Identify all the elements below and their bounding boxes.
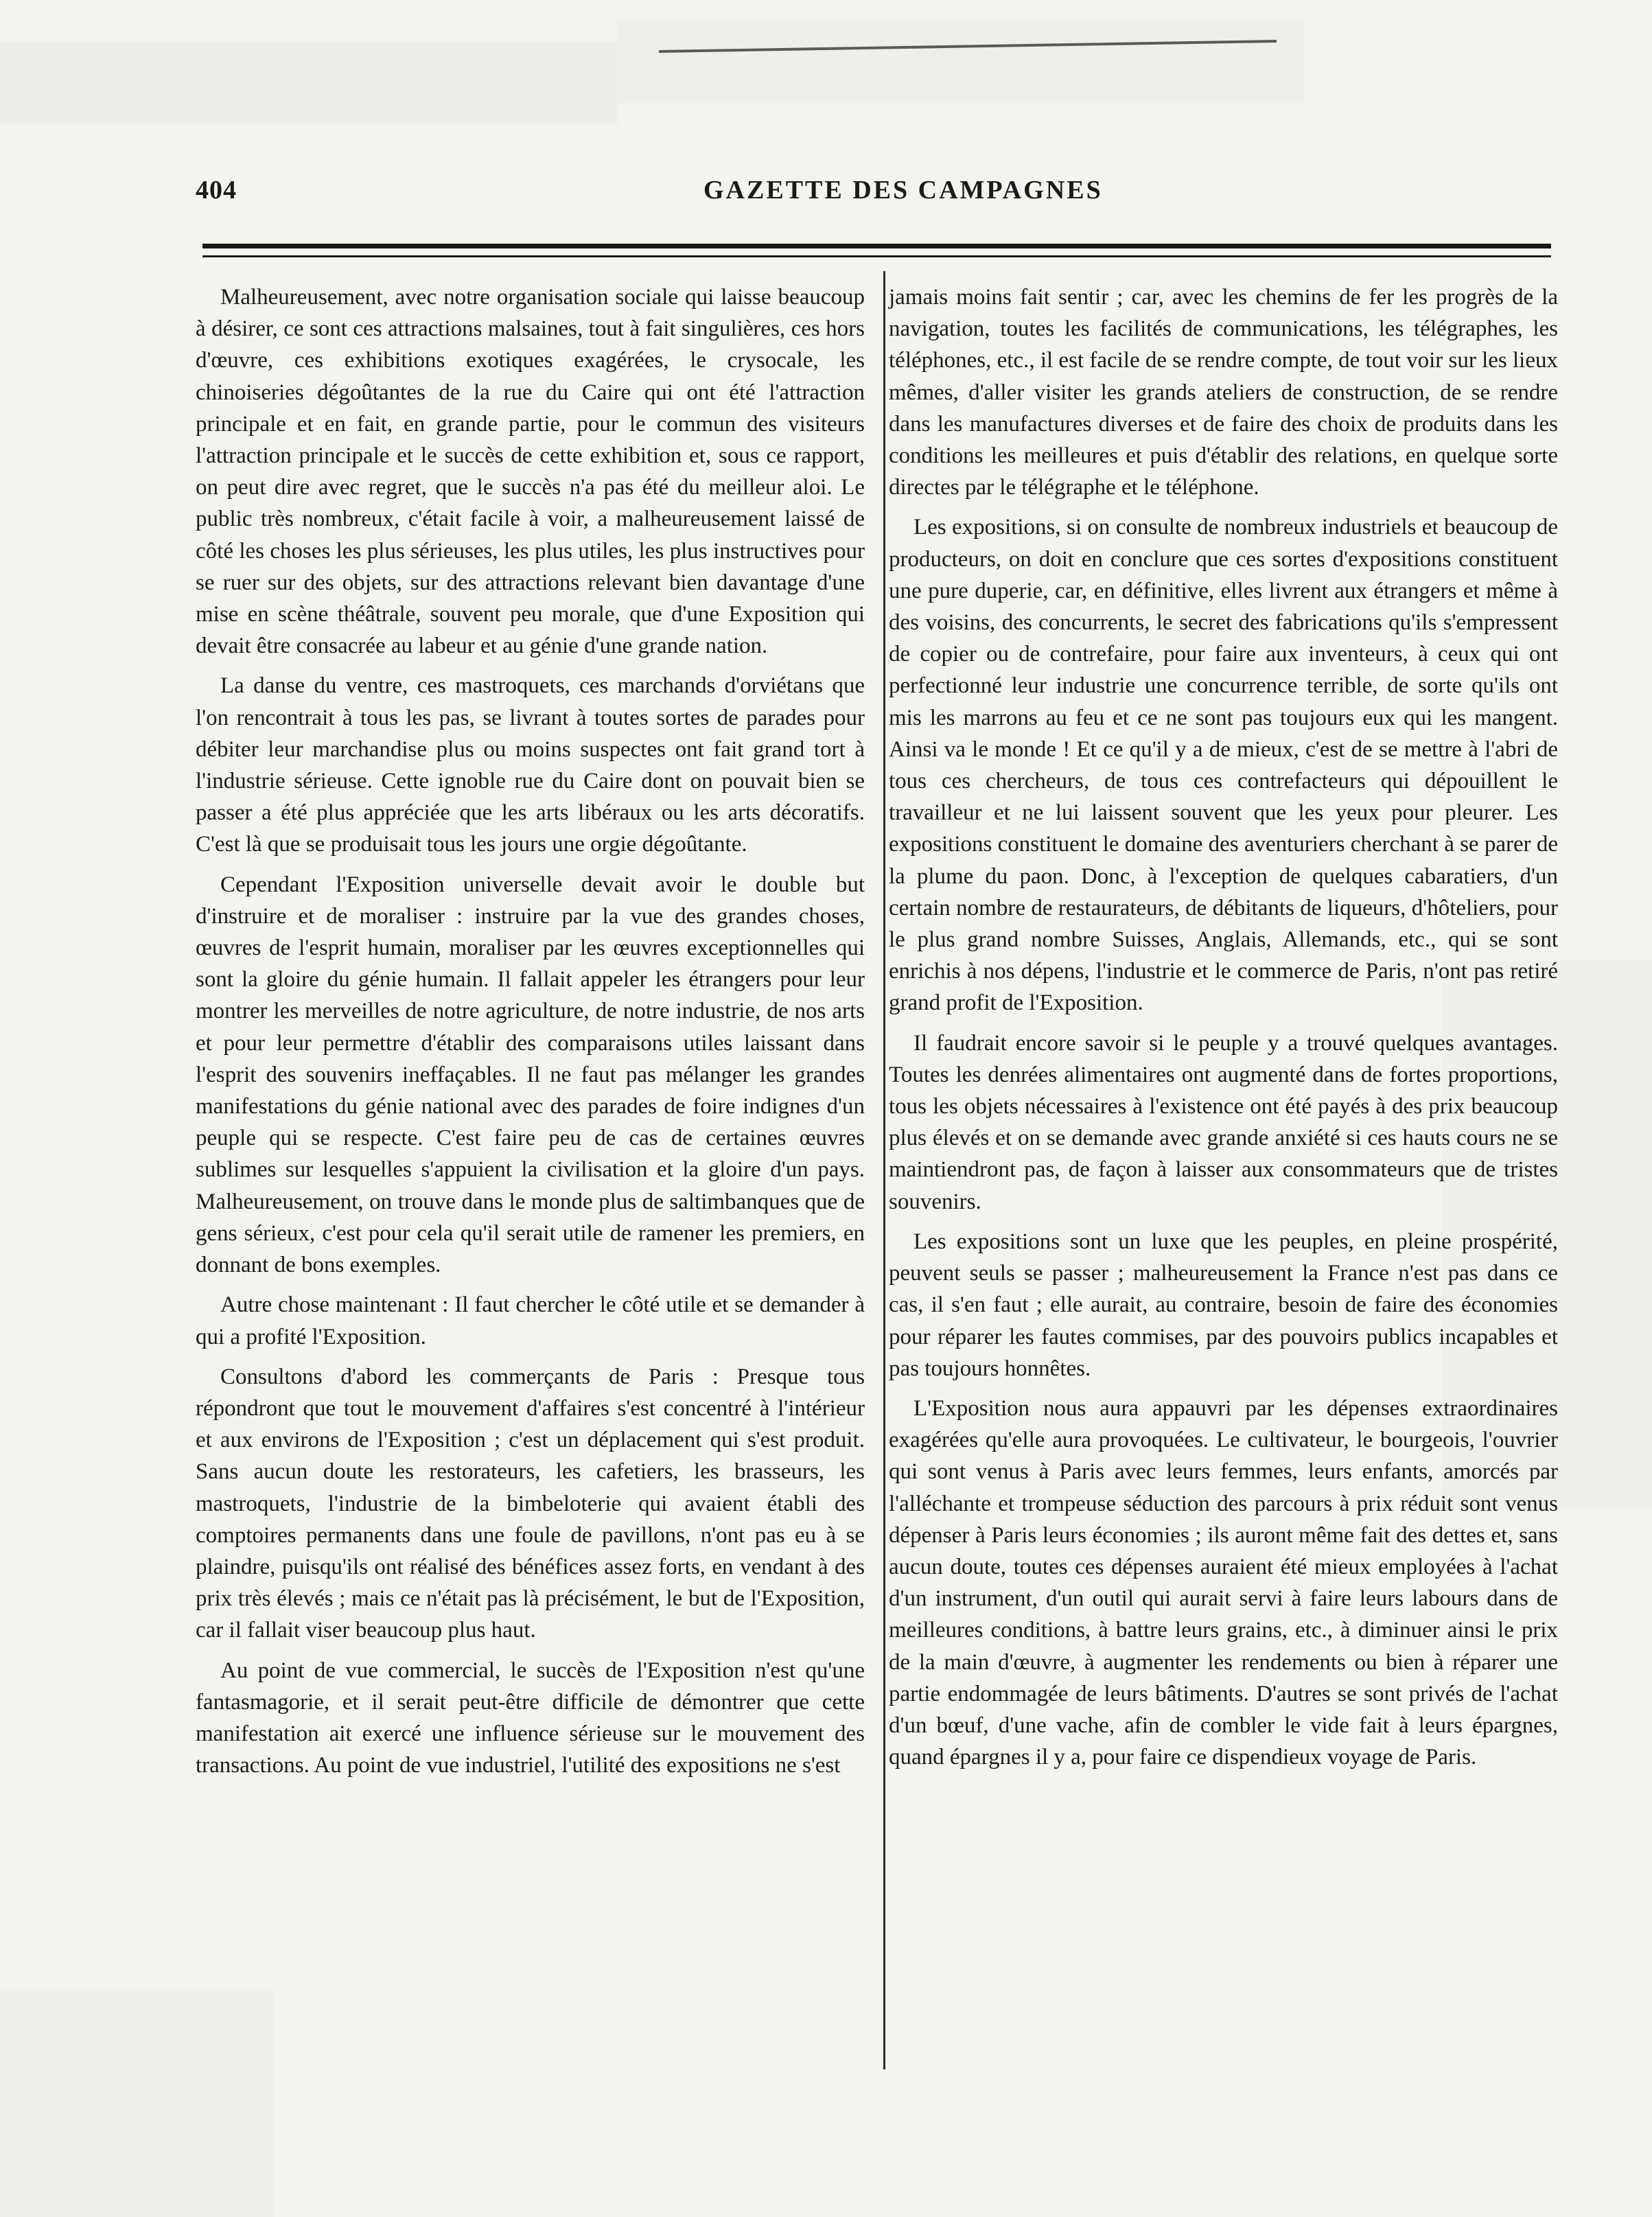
right-paragraph: jamais moins fait sentir ; car, avec les chemins de fer les progrès de la navigation, toutes les facilités de communications, les télégraphes, les téléphones, etc., il est facile de se rendre compte, de tout voir sur les lieux mêmes, d'aller visiter les grands ateliers de construction, de se rendre dans les manufactures diverses et de faire des choix de produits dans les conditions les meilleures et puis d'établir des relations, en quelque sorte directes par le télégraphe et le téléphone. <box>889 285 1558 500</box>
left-paragraph: Malheureusement, avec notre organisation sociale qui laisse beaucoup à désirer, ce sont ces attractions malsaines, tout à fait singulières, ces hors d'œuvre, ces exhibitions exotiques exagérées, le crysocale, les chinoiseries dégoûtantes de la rue du Caire qui ont été l'attraction principale et en fait, en grande partie, pour le commun des visiteurs l'attraction principale et le succès de cette exhibition et, sous ce rapport, on peut dire avec regret, que le succès n'a pas été du meilleur aloi. Le public très nombreux, c'était facile à voir, a malheureusement laissé de côté les choses les plus sérieuses, les plus utiles, les plus instructives pour se ruer sur des objets, sur des attractions relevant bien davantage d'une mise en scène théâtrale, souvent peu morale, que d'une Exposition qui devait être consacrée au labeur et au génie d'une grande nation. <box>196 285 865 659</box>
right-paragraph: Il faudrait encore savoir si le peuple y a trouvé quelques avantages. Toutes les denrées alimentaires ont augmenté dans de fortes proportions, tous les objets nécessaires à l'existence ont été payés à des prix beaucoup plus élevés et on se demande avec grande anxiété si ces hauts cours ne se maintiendront pas, de façon à laisser aux consommateurs que de tristes souvenirs. <box>889 1030 1558 1214</box>
left-column <box>196 281 865 1789</box>
left-paragraph: La danse du ventre, ces mastroquets, ces marchands d'orviétans que l'on rencontrait à tous les pas, se livrant à toutes sortes de parades pour débiter leur marchandise plus ou moins suspectes ont fait grand tort à l'industrie sérieuse. Cette ignoble rue du Caire dont on pouvait bien se passer a été plus appréciée que les arts libéraux ou les arts décoratifs. C'est là que se produisait tous les jours une orgie dégoûtante. <box>196 673 865 857</box>
page-number: 404 <box>196 176 237 205</box>
right-paragraph: L'Exposition nous aura appauvri par les dépenses extraordinaires exagérées qu'elle aura provoquées. Le cultivateur, le bourgeois, l'ouvrier qui sont venus à Paris avec leurs femmes, leurs enfants, amorcés par l'alléchante et trompeuse séduction des parcours à prix réduit sont venus dépenser à Paris leurs économies ; ils auront même fait des dettes et, sans aucun doute, toutes ces dépenses auraient été mieux employées à l'achat d'un instrument, d'un outil qui aurait servi à faire leurs labours dans de meilleures conditions, à battre leurs grains, etc., à diminuer ainsi le prix de la main d'œuvre, à augmenter les rendements ou bien à réparer une partie endommagée de leurs bâtiments. D'autres se sont privés de l'achat d'un bœuf, d'une vache, afin de combler le vide fait à leurs épargnes, quand épargnes il y a, pour faire ce dispendieux voyage de Paris. <box>889 1395 1558 1770</box>
left-paragraph: Consultons d'abord les commerçants de Paris : Presque tous répondront que tout le mouvement d'affaires s'est concentré à l'intérieur et aux environs de l'Exposition ; c'est un déplacement qui s'est produit. Sans aucun doute les restorateurs, les cafetiers, les brasseurs, les mastroquets, l'industrie de la bimbeloterie qui avaient établi des comptoires permanents dans une foule de pavillons, n'ont pas eu à se plaindre, puisqu'ils ont réalisé des bénéfices assez forts, en vendant à des prix très élevés ; mais ce n'était pas là précisément, le but de l'Exposition, car il fallait viser beaucoup plus haut. <box>196 1364 865 1643</box>
right-paragraph: Les expositions, si on consulte de nombreux industriels et beaucoup de producteurs, on doit en conclure que ces sortes d'expositions constituent une pure duperie, car, en définitive, elles livrent aux étrangers et même à des voisins, des concurrents, le secret des fabrications qu'ils s'empressent de copier ou de contrefaire, pour faire aux inventeurs, à ceux qui ont perfectionné leur industrie une concurrence terrible, de sorte qu'ils ont mis les marrons au feu et ce ne sont pas toujours eux qui les mangent. Ainsi va le monde ! Et ce qu'il y a de mieux, c'est de se mettre à l'abri de tous ces chercheurs, de tous ces contrefacteurs qui dépouillent le travailleur et ne lui laissent souvent que les yeux pour pleurer. Les expositions constituent le domaine des aventuriers cherchant à se parer de la plume du paon. Donc, à l'exception de quelques cabaratiers, d'un certain nombre de restaurateurs, de débitants de liqueurs, d'hôteliers, pour le plus grand nombre Suisses, Anglais, Allemands, etc., qui se sont enrichis à nos dépens, l'industrie et le commerce de Paris, n'ont pas retiré grand profit de l'Exposition. <box>889 515 1558 1016</box>
scan-edge-line <box>659 41 1277 51</box>
page-header <box>196 175 1548 216</box>
left-paragraph: Cependant l'Exposition universelle devait avoir le double but d'instruire et de moraliser : instruire par la vue des grandes choses, œuvres de l'esprit humain, moraliser par les œuvres exceptionnelles qui sont la gloire du génie humain. Il fallait appeler les étrangers pour leur montrer les merveilles de notre agriculture, de notre industrie, de nos arts et pour leur permettre d'établir des comparaisons utiles laissant dans l'esprit des souvenirs ineffaçables. Il ne faut pas mélanger les grandes manifestations du génie national avec des parades de foire indignes d'un peuple qui se respecte. C'est faire peu de cas de certaines œuvres sublimes sur lesquelles s'appuient la civilisation et la gloire d'un pays. Malheureusement, on trouve dans le monde plus de saltimbanques que de gens sérieux, c'est pour cela qu'il serait utile de ramener les premiers, en donnant de bons exemples. <box>196 872 865 1278</box>
left-paragraph: Au point de vue commercial, le succès de l'Exposition n'est qu'une fantasmagorie, et il serait peut-être difficile de démontrer que cette manifestation ait exercé une influence sérieuse sur le mouvement des transactions. Au point de vue industriel, l'utilité des expositions ne s'est <box>196 1658 865 1778</box>
left-paragraph: Autre chose maintenant : Il faut chercher le côté utile et se demander à qui a profité l'Exposition. <box>196 1292 865 1349</box>
header-rule-thick <box>202 244 1551 248</box>
right-column <box>889 281 1558 1781</box>
column-divider <box>883 271 885 2069</box>
publication-title: GAZETTE DES CAMPAGNES <box>703 176 1103 205</box>
header-rule-thin <box>202 255 1551 257</box>
right-paragraph: Les expositions sont un luxe que les peuples, en pleine prospérité, peuvent seuls se passer ; malheureusement la France n'est pas dans ce cas, il s'en faut ; elle aurait, au contraire, besoin de faire des économies pour réparer les fautes commises, par des pouvoirs publics incapables et pas toujours honnêtes. <box>889 1229 1558 1381</box>
